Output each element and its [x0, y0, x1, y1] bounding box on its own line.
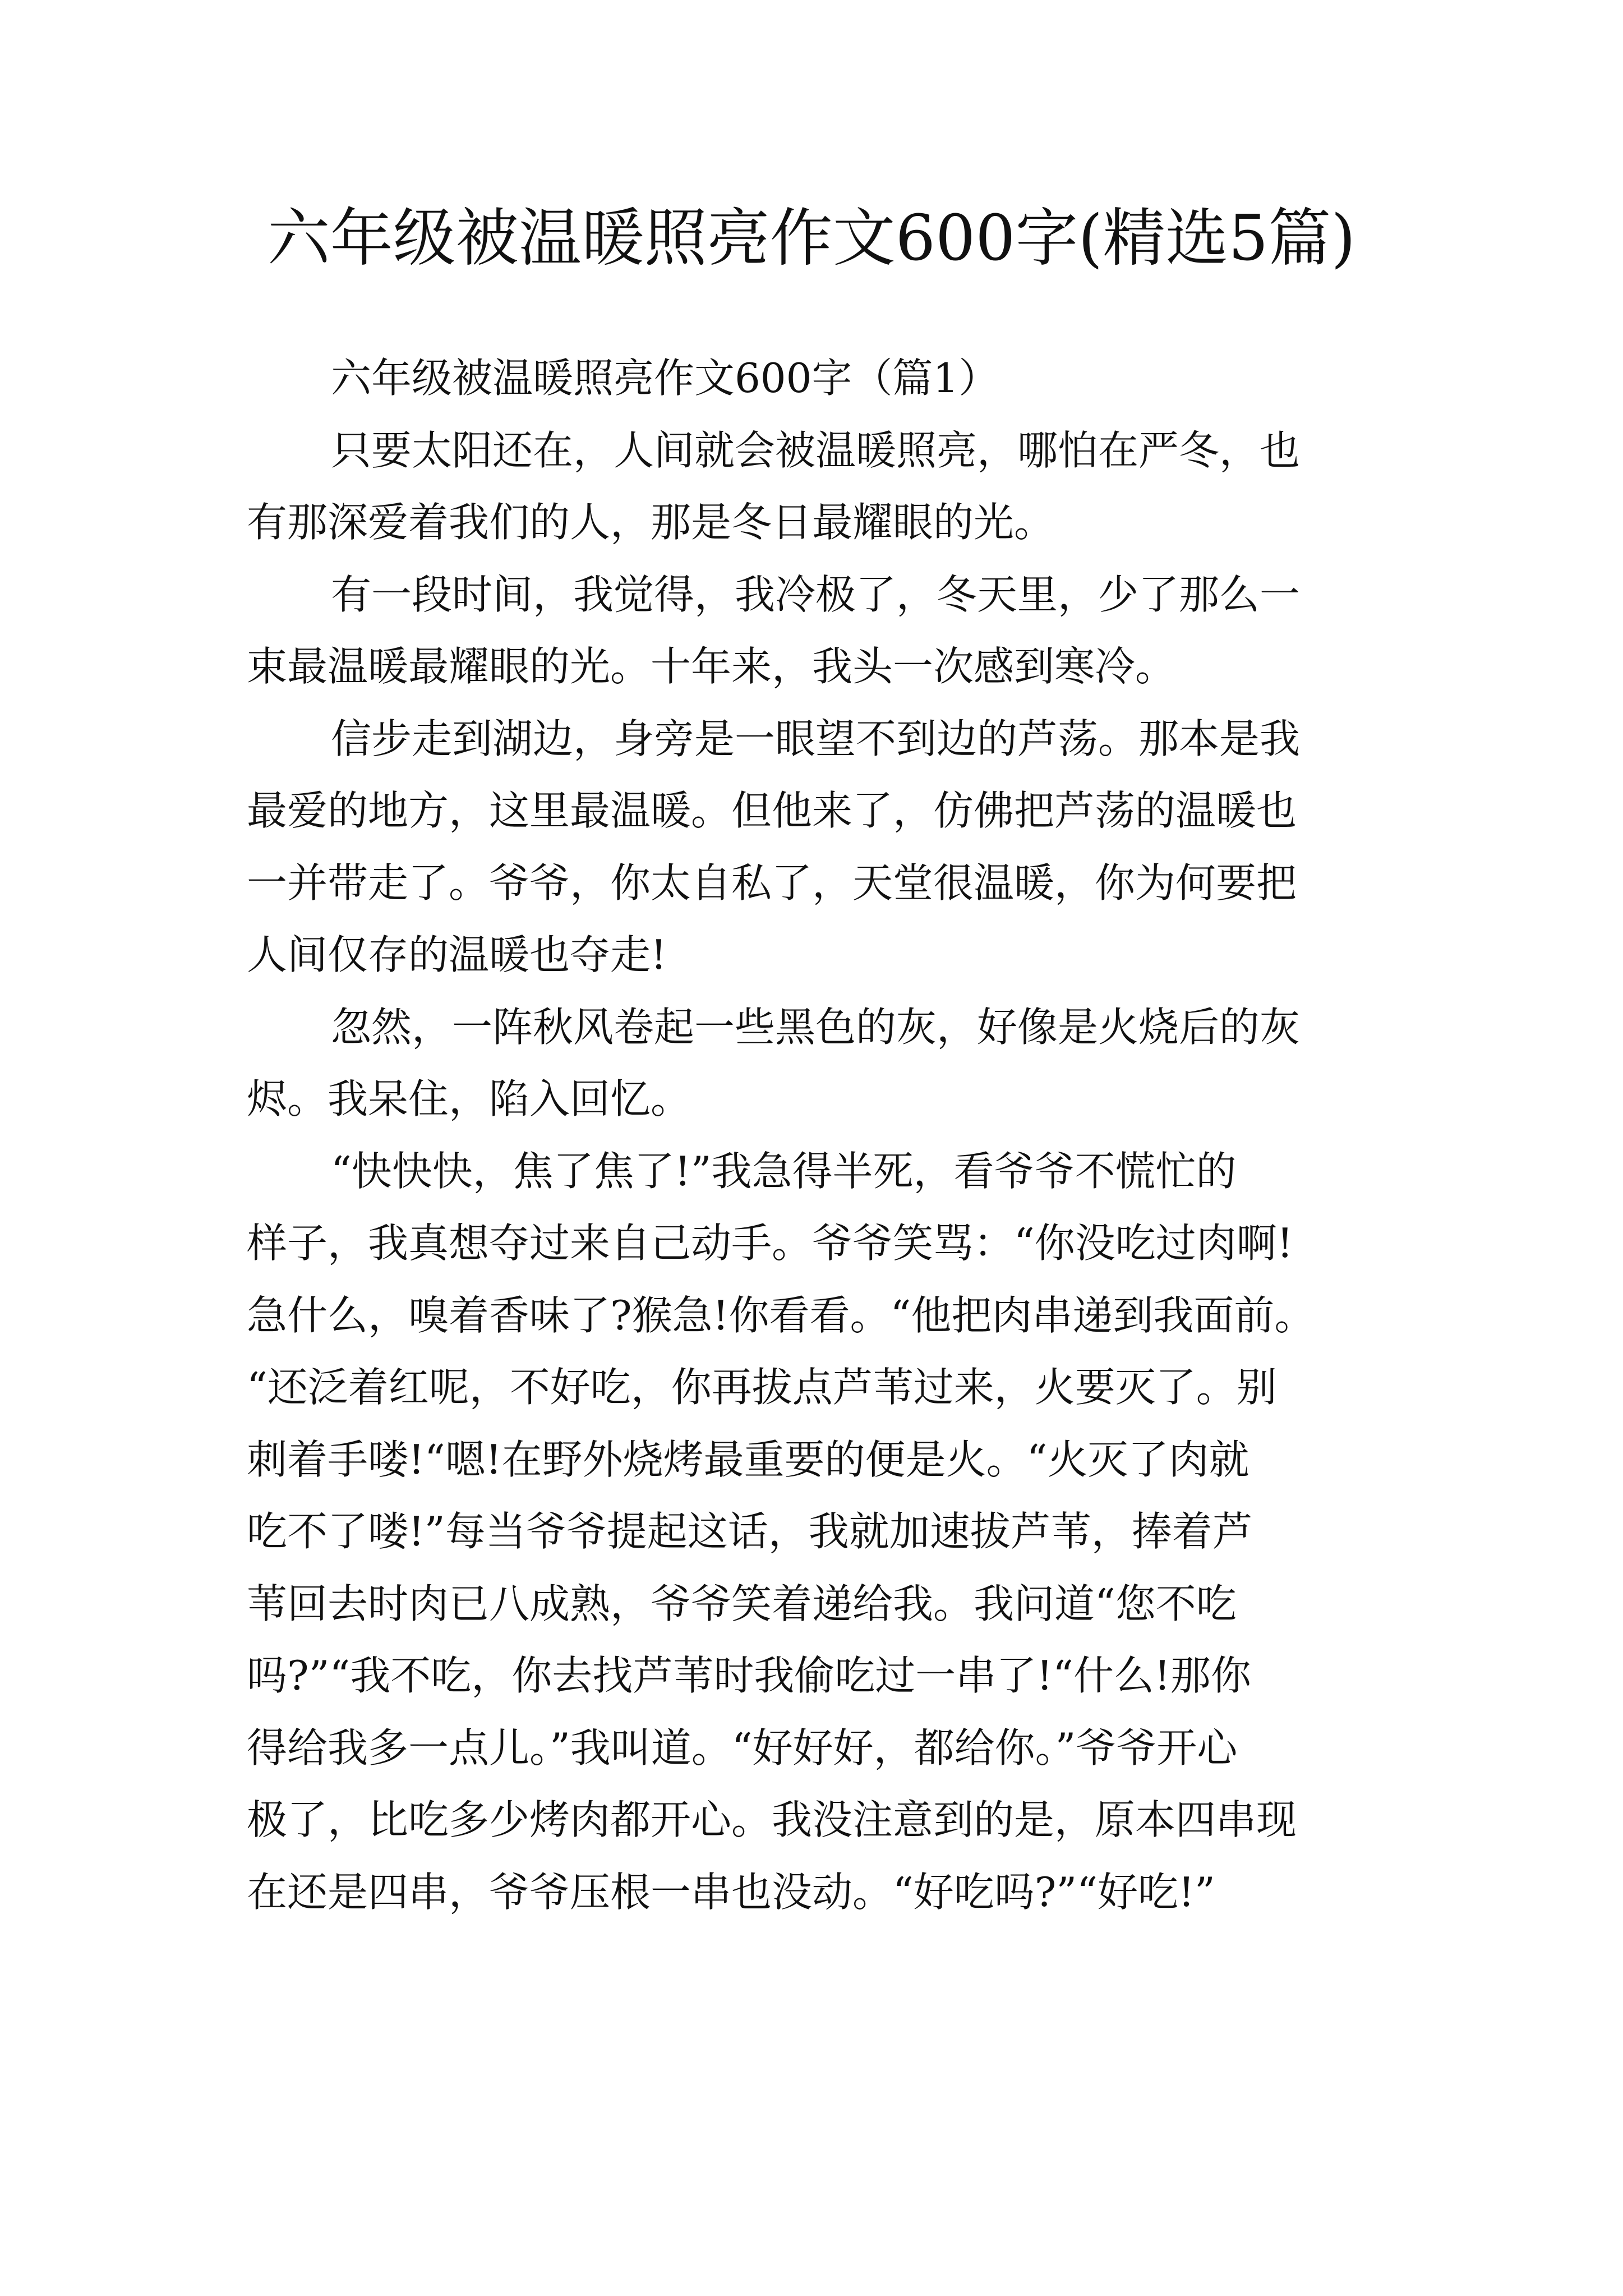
text-line: 吗?”“我不吃，你去找芦苇时我偷吃过一串了!“什么!那你 — [247, 1652, 1251, 1699]
text-line: 吃不了喽!”每当爷爷提起这话，我就加速拔芦苇，捧着芦 — [247, 1508, 1253, 1555]
text-line: 在还是四串，爷爷压根一串也没动。“好吃吗?”“好吃!” — [247, 1868, 1215, 1916]
text-line: 最爱的地方，这里最温暖。但他来了，仿佛把芦荡的温暖也 — [247, 787, 1297, 834]
text-line: 有一段时间，我觉得，我冷极了，冬天里，少了那么一 — [331, 570, 1301, 618]
text-line: 束最温暖最耀眼的光。十年来，我头一次感到寒冷。 — [247, 643, 1176, 690]
text-line: 有那深爱着我们的人，那是冬日最耀眼的光。 — [247, 499, 1055, 546]
text-line: 极了，比吃多少烤肉都开心。我没注意到的是，原本四串现 — [247, 1796, 1297, 1843]
text-line: 人间仅存的温暖也夺走! — [247, 931, 667, 978]
text-line: 忽然，一阵秋风卷起一些黑色的灰，好像是火烧后的灰 — [331, 1003, 1301, 1051]
text-line: 样子，我真想夺过来自己动手。爷爷笑骂：“你没吃过肉啊! — [247, 1220, 1293, 1267]
text-line: 信步走到湖边，身旁是一眼望不到边的芦荡。那本是我 — [331, 715, 1301, 762]
text-line: “还泛着红呢，不好吃，你再拔点芦苇过来，火要灭了。别 — [247, 1364, 1277, 1411]
text-line: 急什么，嗅着香味了?猴急!你看看。“他把肉串递到我面前。 — [247, 1291, 1315, 1339]
text-line: “快快快，焦了焦了!”我急得半死，看爷爷不慌忙的 — [331, 1147, 1237, 1195]
text-line: 烬。我呆住，陷入回忆。 — [247, 1075, 691, 1122]
text-line: 刺着手喽!“嗯!在野外烧烤最重要的便是火。“火灭了肉就 — [247, 1435, 1249, 1483]
text-line: 得给我多一点儿。”我叫道。“好好好，都给你。”爷爷开心 — [247, 1724, 1238, 1772]
text-line: 六年级被温暖照亮作文600字（篇1） — [331, 355, 999, 402]
document-title: 六年级被温暖照亮作文600字(精选5篇) — [267, 202, 1356, 275]
text-line: 一并带走了。爷爷，你太自私了，天堂很温暖，你为何要把 — [247, 859, 1297, 907]
text-line: 只要太阳还在，人间就会被温暖照亮，哪怕在严冬，也 — [331, 426, 1301, 474]
document-body — [247, 342, 1391, 1928]
text-line: 苇回去时肉已八成熟，爷爷笑着递给我。我问道“您不吃 — [247, 1580, 1237, 1627]
